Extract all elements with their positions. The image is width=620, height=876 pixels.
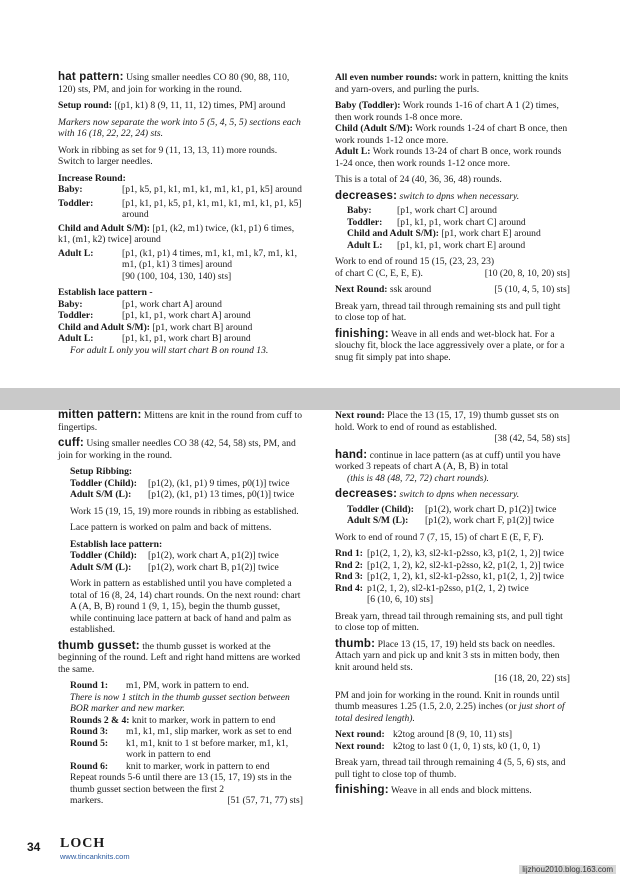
total-rounds: This is a total of 24 (40, 36, 36, 48) rounds.	[335, 174, 502, 185]
hand-heading: hand:	[335, 448, 368, 461]
row-label: Adult L:	[58, 247, 94, 259]
next-round-label-mitten: Next round:	[335, 410, 385, 421]
thumb-text: Place 13 (15, 17, 19) held sts back on needles. Attach yarn and pick up and knit 3 sts in mitten body, then knit around held sts.	[335, 638, 560, 673]
work-end-line2: of chart C (C, E, E, E).	[335, 267, 423, 279]
row-label: Toddler (Child):	[347, 503, 414, 515]
row-text: [p1, (k2, m1) twice, (k1, p1) 6 times, k1, (m1, k2) twice] around	[58, 222, 295, 245]
mitten-right-column	[335, 410, 570, 802]
row-label: Toddler (Child):	[70, 550, 137, 561]
rnd4-row	[335, 583, 570, 595]
row-label: Adult S/M (L):	[70, 489, 132, 500]
increase-child-row	[58, 223, 303, 246]
dec-baby-row	[335, 205, 570, 217]
child-adult-text: Work rounds 1-24 of chart B once, then work rounds 1-12 once more.	[335, 123, 568, 146]
finishing-heading: finishing:	[335, 327, 389, 340]
cuff-heading: cuff:	[58, 437, 84, 449]
child-adult-label: Child (Adult S/M):	[335, 123, 413, 134]
row-text: k2tog to last 0 (1, 0, 1) sts, k0 (1, 0, 1)	[393, 740, 541, 752]
row-label: Toddler:	[58, 197, 94, 209]
row-text: k1, m1, knit to 1 st before marker, m1, k1, work in pattern to end	[126, 737, 289, 760]
row-text: [p1(2), (k1, p1) 13 times, p0(1)] twice	[148, 489, 295, 500]
row-label: Toddler (Child):	[70, 477, 137, 489]
row-text: [p1(2), work chart F, p1(2)] twice	[425, 515, 554, 526]
row-text: [p1, work chart E] around	[441, 228, 541, 239]
loch-logo: LOCH	[60, 836, 106, 851]
row-label: Adult S/M (L):	[70, 561, 132, 573]
work15-text: Work 15 (19, 15, 19) more rounds in ribbing as established.	[70, 505, 299, 517]
markers-note: Markers now separate the work into 5 (5, 4, 5, 5) sections each with 16 (18, 22, 22, 24) sts.	[58, 116, 301, 139]
repeat-counts: [51 (57, 71, 77) sts]	[227, 795, 303, 806]
row-text: [p1, work chart A] around	[122, 298, 222, 310]
hat-intro: Using smaller needles CO 80 (90, 88, 110, 120) sts, PM, and join for working in the round.	[58, 72, 290, 95]
dec-adult-row	[335, 240, 570, 252]
row-label: Next round:	[335, 740, 385, 752]
hand-note: (this is 48 (48, 72, 72) chart rounds).	[347, 472, 489, 484]
decreases-note: switch to dpns when necessary.	[399, 190, 520, 202]
row-label: Rnd 4:	[335, 582, 363, 594]
next-round-text: ssk around	[389, 284, 432, 295]
round6-row	[58, 761, 303, 773]
break-yarn-thumb: Break yarn, thread tail through remaining 4 (5, 5, 6) sts, and pull tight to close top of thumb.	[335, 757, 566, 780]
row-text: [p1, k1, p1, work chart B] around	[122, 333, 251, 344]
increase-toddler-row	[58, 198, 303, 221]
round1-row	[58, 680, 303, 692]
row-text: [p1, work chart B] around	[152, 321, 253, 333]
row-label: Adult L:	[347, 239, 383, 251]
adult-l-label: Adult L:	[335, 146, 371, 157]
row-text: [p1, k1, p1, k5, p1, k1, m1, k1, m1, k1, p1, k5] around	[122, 197, 302, 220]
mitten-pattern-heading: mitten pattern:	[58, 409, 142, 421]
mitten-left-column	[58, 410, 303, 807]
repeat-end: markers.	[70, 795, 104, 806]
decreases-heading: decreases:	[335, 189, 398, 202]
lace-child-row	[58, 322, 303, 334]
row-text: [p1(2, 1, 2), k3, sl2-k1-p2sso, k3, p1(2, 1, 2)] twice	[367, 548, 564, 559]
dec-adult-row-mitten	[335, 515, 570, 527]
row-label: Child and Adult S/M):	[58, 222, 150, 234]
lace-palm-text: Lace pattern is worked on palm and back of mittens.	[70, 522, 272, 533]
row-text: [p1, work chart C] around	[397, 205, 497, 216]
rnd2-row	[335, 560, 570, 572]
row-label: Round 6:	[70, 760, 109, 772]
watermark: lijzhou2010.blog.163.com	[519, 865, 616, 874]
row-label: Toddler:	[347, 216, 383, 228]
row-text: m1, PM, work in pattern to end.	[126, 680, 249, 691]
lace-note: For adult L only you will start chart B on round 13.	[70, 344, 269, 356]
row-label: Baby:	[58, 184, 83, 195]
establish-lace-heading: Establish lace pattern -	[58, 287, 153, 298]
pm-join-note: just short of total desired length).	[335, 701, 565, 724]
row-label: Rnd 1:	[335, 548, 363, 559]
rnd4-counts: [6 (10, 6, 10) sts]	[367, 594, 434, 605]
row-label: Round 1:	[70, 680, 109, 691]
work-pattern-text: Work in pattern as established until you have completed a total of 16 (8, 24, 14) chart rounds. On the next round: chart A (A, B, B) round 1 (9, 1, 15), begin the thumb gusset, while continuing lace pattern at back of hand and palm as established.	[70, 578, 301, 635]
lace-baby-row	[58, 299, 303, 311]
break-yarn-text: Break yarn, thread tail through remaining sts and pull tight to close top of hat.	[335, 300, 561, 323]
row-text: m1, k1, m1, slip marker, work as set to end	[126, 726, 292, 737]
rounds24-row	[58, 715, 303, 727]
mitten-intro: Mittens are knit in the round from cuff to fingertips.	[58, 410, 302, 433]
work-end-counts: [10 (20, 8, 10, 20) sts]	[484, 267, 570, 279]
row-label: Child and Adult S/M):	[58, 321, 150, 333]
row-text: [p1(2, 1, 2), k1, sl2-k1-p2sso, k1, p1(2, 1, 2)] twice	[367, 571, 564, 582]
increase-round-heading: Increase Round:	[58, 172, 126, 184]
row-text: [p1, k1, p1, work chart C] around	[397, 216, 526, 228]
lace-toddler-row-mitten	[58, 550, 303, 562]
even-rounds-text: work in pattern, knitting the knits and yarn-overs, and purling the purls.	[335, 72, 569, 95]
lace-adult-row-mitten	[58, 562, 303, 574]
row-label: Adult S/M (L):	[347, 515, 409, 526]
rnd3-row	[335, 571, 570, 583]
row-label: Adult L:	[58, 333, 94, 344]
row-label: Child and Adult S/M):	[347, 228, 439, 239]
dec-toddler-row	[335, 217, 570, 229]
increase-adultl-row	[58, 248, 303, 271]
row-text: [p1(2), work chart B, p1(2)] twice	[148, 561, 279, 573]
cuff-text: Using smaller needles CO 38 (42, 54, 58) sts, PM, and join for working in the round.	[58, 438, 296, 461]
finishing-text-mitten: Weave in all ends and block mittens.	[390, 785, 532, 796]
next-round-counts-mitten: [38 (42, 54, 58) sts]	[494, 433, 570, 444]
row-label: Rounds 2 & 4:	[70, 714, 130, 726]
finishing-heading-mitten: finishing:	[335, 784, 389, 796]
row-text: k2tog around [8 (9, 10, 11) sts]	[393, 729, 513, 740]
row-text: p1(2, 1, 2), sl2-k1-p2sso, p1(2, 1, 2) twice	[367, 582, 529, 594]
rib-adult-row	[58, 489, 303, 501]
decreases-heading-mitten: decreases:	[335, 488, 398, 500]
hat-pattern-heading: hat pattern:	[58, 71, 124, 83]
next-round-text-mitten: Place the 13 (15, 17, 19) thumb gusset sts on hold. Work to end of round as established.	[335, 410, 559, 433]
finishing-text: Weave in all ends and wet-block hat. For a slouchy fit, block the lace aggressively over a plate, or for a snug fit simply pat into shape.	[335, 328, 565, 363]
pm-join-text: PM and join for working in the round. Knit in rounds until thumb measures 1.25 (1.5, 2.0, 2.25) inches (or	[335, 689, 560, 712]
row-text: [p1, k1, p1, work chart E] around	[397, 239, 526, 251]
row-text: [p1(2), (k1, p1) 9 times, p0(1)] twice	[148, 477, 290, 489]
thumb-gusset-heading: thumb gusset:	[58, 639, 140, 652]
next-round-2-row	[335, 741, 570, 753]
row-text: [p1(2), work chart D, p1(2)] twice	[425, 503, 557, 515]
round5-row	[58, 738, 303, 761]
dec-toddler-row-mitten	[335, 504, 570, 516]
work-end-line: Work to end of round 15 (15, (23, 23, 23)	[335, 256, 495, 267]
lace-adult-row	[58, 333, 303, 345]
website-link[interactable]: www.tincanknits.com	[60, 852, 130, 861]
next-round-label: Next Round:	[335, 284, 388, 295]
hand-text: continue in lace pattern (as at cuff) until you have worked 3 repeats of chart A (A, B, B) in total	[335, 449, 561, 472]
page-number: 34	[27, 840, 41, 854]
decreases-note-mitten: switch to dpns when necessary.	[399, 489, 520, 500]
row-text: [p1(2), work chart A, p1(2)] twice	[148, 550, 279, 561]
repeat-text: Repeat rounds 5-6 until there are 13 (15, 17, 19) sts in the thumb gusset section between the first 2	[70, 772, 292, 795]
work-end-mitten: Work to end of round 7 (7, 15, 15) of chart E (E, F, F).	[335, 531, 544, 543]
row-text: [p1, k1, p1, work chart A] around	[122, 310, 251, 321]
row-text: [p1, k5, p1, k1, m1, k1, m1, k1, p1, k5] around	[122, 184, 302, 195]
next-round-1-row	[335, 729, 570, 741]
row-label: Next round:	[335, 729, 385, 740]
even-rounds-label: All even number rounds:	[335, 72, 438, 83]
lace-toddler-row	[58, 310, 303, 322]
ribbing-text: Work in ribbing as set for 9 (11, 13, 13, 11) more rounds. Switch to larger needles.	[58, 144, 278, 167]
baby-toddler-label: Baby (Toddler):	[335, 100, 401, 111]
row-label: Round 5:	[70, 737, 109, 749]
setup-round-text: [(p1, k1) 8 (9, 11, 11, 12) times, PM] around	[114, 100, 286, 111]
row-label: Toddler:	[58, 310, 94, 321]
row-text: [p1(2, 1, 2), k2, sl2-k1-p2sso, k2, p1(2, 1, 2)] twice	[367, 559, 564, 571]
setup-ribbing-heading: Setup Ribbing:	[70, 466, 133, 477]
row-label: Baby:	[347, 205, 372, 216]
page-separator	[0, 388, 620, 410]
baby-toddler-text: Work rounds 1-16 of chart A 1 (2) times, then work rounds 1-8 once more.	[335, 100, 559, 123]
thumb-heading: thumb:	[335, 637, 376, 650]
next-round-counts: [5 (10, 4, 5, 10) sts]	[494, 284, 570, 295]
thumb-gusset-text: the thumb gusset is worked at the beginning of the round. Left and right hand mittens are worked the same.	[58, 640, 301, 675]
row-label: Baby:	[58, 298, 83, 310]
mitten-page	[0, 410, 620, 876]
rnd1-row	[335, 548, 570, 560]
dec-child-row	[335, 228, 570, 240]
row-text: knit to marker, work in pattern to end	[131, 714, 276, 726]
setup-round-label: Setup round:	[58, 100, 112, 111]
hat-page	[0, 0, 620, 388]
row-text: [p1, (k1, p1) 4 times, m1, k1, m1, k7, m1, k1, m1, (p1, k1) 3 times] around	[122, 247, 298, 270]
row-label: Rnd 3:	[335, 571, 363, 582]
round1-note: There is now 1 stitch in the thumb gusset section between BOR marker and new marker.	[70, 691, 290, 714]
adult-l-text: Work rounds 13-24 of chart B once, work rounds 1-24 once, then work rounds 1-12 once more.	[335, 146, 562, 169]
row-label: Rnd 2:	[335, 559, 363, 571]
hat-right-column	[335, 72, 570, 368]
break-yarn-mitten: Break yarn, thread tail through remaining sts, and pull tight to close top of mitten.	[335, 610, 563, 633]
rib-toddler-row	[58, 478, 303, 490]
establish-lace-heading-mitten: Establish lace pattern:	[70, 538, 163, 550]
increase-counts: [90 (100, 104, 130, 140) sts]	[122, 270, 232, 282]
row-text: knit to marker, work in pattern to end	[126, 760, 270, 772]
row-label: Round 3:	[70, 726, 109, 737]
hat-left-column	[58, 72, 303, 356]
round3-row	[58, 726, 303, 738]
increase-baby-row	[58, 184, 303, 196]
thumb-counts: [16 (18, 20, 22) sts]	[494, 673, 570, 684]
